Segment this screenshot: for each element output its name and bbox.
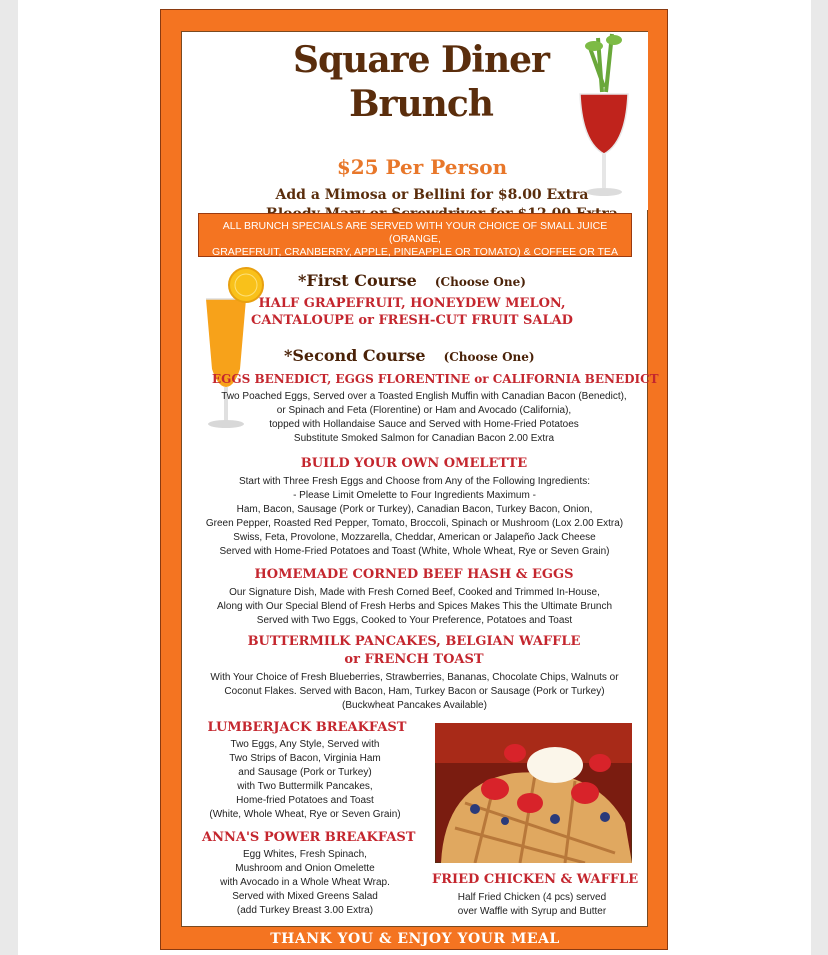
hash-description	[192, 586, 637, 628]
pancakes-line: Coconut Flakes. Served with Bacon, Ham, Turkey Bacon or Sausage (Pork or Turkey)	[224, 686, 605, 697]
lumberjack-heading: LUMBERJACK BREAKFAST	[207, 720, 407, 735]
hash-line: Our Signature Dish, Made with Fresh Corned Beef, Cooked and Trimmed In-House,	[229, 587, 600, 598]
price: $25 Per Person	[336, 155, 508, 179]
omelette-line: Start with Three Fresh Eggs and Choose from Any of the Following Ingredients:	[238, 476, 591, 487]
chicken-heading: FRIED CHICKEN & WAFFLE	[432, 872, 639, 887]
benedict-heading: EGGS BENEDICT, EGGS FLORENTINE or CALIFORNIA BENEDICT	[212, 372, 659, 386]
banner-line-2: GRAPEFRUIT, CRANBERRY, APPLE, PINEAPPLE OR TOMATO) & COFFEE OR TEA	[212, 246, 618, 258]
lumberjack-line: Two Strips of Bacon, Virginia Ham	[229, 753, 381, 764]
title-line-2: Brunch	[349, 83, 493, 125]
lumberjack-line: and Sausage (Pork or Turkey)	[238, 767, 372, 778]
omelette-heading: BUILD YOUR OWN OMELETTE	[300, 456, 528, 471]
first-course-sub: (Choose One)	[434, 275, 526, 289]
second-course-sub: (Choose One)	[443, 350, 535, 364]
pancakes-line: (Buckwheat Pancakes Available)	[342, 700, 487, 711]
pancakes-heading-1: BUTTERMILK PANCAKES, BELGIAN WAFFLE	[247, 634, 581, 649]
anna-line: with Avocado in a Whole Wheat Wrap.	[220, 877, 390, 888]
anna-heading: ANNA'S POWER BREAKFAST	[202, 830, 416, 845]
chicken-line: Half Fried Chicken (4 pcs) served	[457, 892, 607, 903]
anna-line: Egg Whites, Fresh Spinach,	[243, 849, 367, 860]
benedict-line: Two Poached Eggs, Served over a Toasted English Muffin with Canadian Bacon (Benedict),	[221, 391, 627, 402]
hash-line: Along with Our Special Blend of Fresh Herbs and Spices Makes This the Ultimate Brunch	[217, 601, 612, 612]
lumberjack-line: with Two Buttermilk Pancakes,	[237, 781, 373, 792]
first-course-label: *First Course	[298, 271, 417, 290]
thank-you-footer: THANK YOU & ENJOY YOUR MEAL	[270, 931, 560, 947]
anna-line: Mushroom and Onion Omelette	[235, 863, 375, 874]
anna-line: Served with Mixed Greens Salad	[232, 891, 378, 902]
anna-description	[190, 848, 420, 918]
chicken-line: over Waffle with Syrup and Butter	[457, 906, 607, 917]
chicken-description	[432, 891, 632, 919]
benedict-line: or Spinach and Feta (Florentine) or Ham and Avocado (California),	[276, 405, 572, 416]
addon-line-1: Add a Mimosa or Bellini for $8.00 Extra	[275, 187, 589, 203]
omelette-line: Green Pepper, Roasted Red Pepper, Tomato, Broccoli, Spinach or Mushroom (Lox 2.00 Extra)	[205, 518, 624, 529]
second-course-label: *Second Course	[284, 346, 426, 365]
pancakes-heading-2: or FRENCH TOAST	[344, 652, 484, 667]
hash-line: Served with Two Eggs, Cooked to Your Preference, Potatoes and Toast	[256, 615, 573, 626]
omelette-line: - Please Limit Omelette to Four Ingredients Maximum -	[293, 490, 536, 501]
omelette-line: Served with Home-Fried Potatoes and Toast (White, Whole Wheat, Rye or Seven Grain)	[219, 546, 610, 557]
omelette-line: Swiss, Feta, Provolone, Mozzarella, Cheddar, American or Jalapeño Jack Cheese	[233, 532, 596, 543]
juice-banner	[198, 213, 632, 257]
omelette-line: Ham, Bacon, Sausage (Pork or Turkey), Canadian Bacon, Turkey Bacon, Onion,	[236, 504, 593, 515]
first-course-heading	[298, 271, 526, 290]
pancakes-description	[192, 671, 637, 713]
hash-heading: HOMEMADE CORNED BEEF HASH & EGGS	[254, 567, 574, 582]
first-items-line-1: HALF GRAPEFRUIT, HONEYDEW MELON,	[258, 296, 566, 311]
waffle-image	[435, 723, 632, 863]
benedict-line: topped with Hollandaise Sauce and Served with Home-Fried Potatoes	[269, 419, 579, 430]
lumberjack-line: Home-fried Potatoes and Toast	[236, 795, 374, 806]
second-course-heading	[284, 346, 535, 365]
anna-line: (add Turkey Breast 3.00 Extra)	[236, 905, 374, 916]
bloody-mary-image	[568, 32, 648, 210]
menu-inner	[181, 31, 659, 927]
menu-title	[276, 38, 566, 126]
lumberjack-line: (White, Whole Wheat, Rye or Seven Grain)	[209, 809, 401, 820]
lumberjack-line: Two Eggs, Any Style, Served with	[230, 739, 380, 750]
benedict-line: Substitute Smoked Salmon for Canadian Bacon 2.00 Extra	[293, 433, 555, 444]
menu-frame	[160, 9, 668, 950]
lumberjack-description	[190, 738, 420, 822]
omelette-description	[192, 475, 637, 559]
banner-line-1: ALL BRUNCH SPECIALS ARE SERVED WITH YOUR CHOICE OF SMALL JUICE (ORANGE,	[222, 220, 608, 245]
title-line-1: Square Diner	[292, 39, 549, 81]
pancakes-line: With Your Choice of Fresh Blueberries, Strawberries, Bananas, Chocolate Chips, Walnuts or	[210, 672, 619, 683]
benedict-description	[212, 390, 636, 446]
first-items-line-2: CANTALOUPE or FRESH-CUT FRUIT SALAD	[251, 313, 573, 328]
